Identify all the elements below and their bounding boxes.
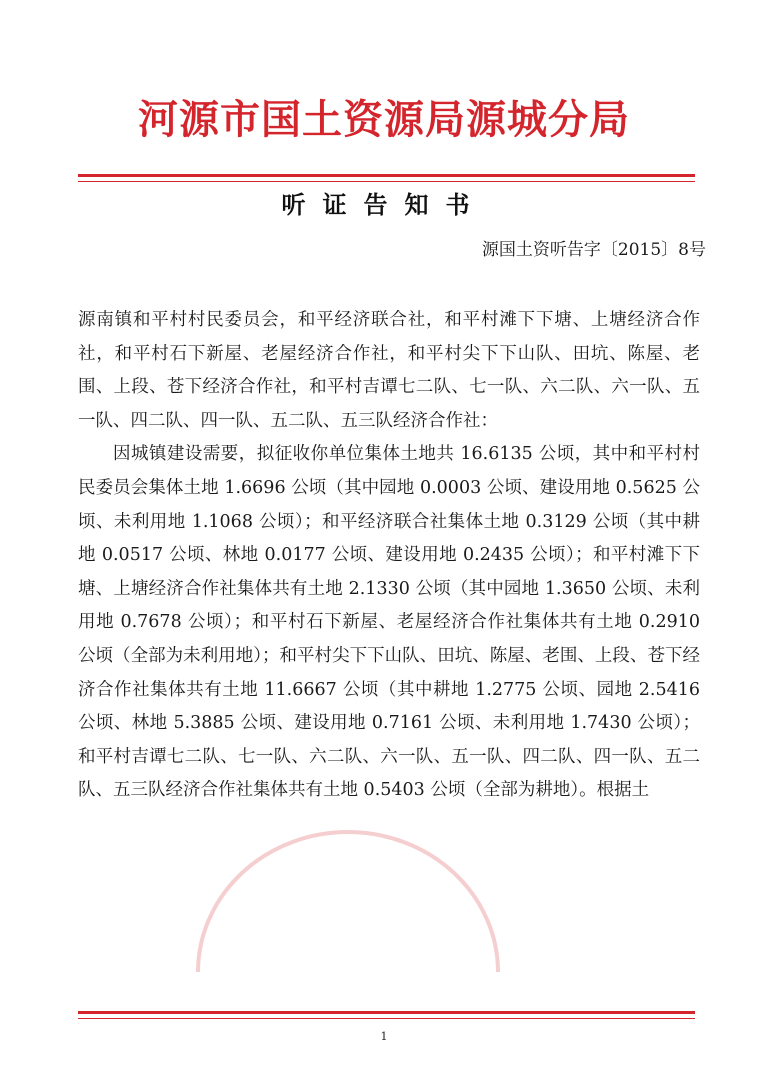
organization-header: 河源市国土资源局源城分局 <box>138 96 630 143</box>
document-body <box>78 304 700 808</box>
footer-divider-thick <box>78 1011 695 1014</box>
page-number: 1 <box>380 1030 388 1043</box>
document-number: 源国土资听告字〔2015〕8号 <box>481 240 706 260</box>
header-divider-thick <box>78 174 695 177</box>
document-title: 听证告知书 <box>281 191 487 219</box>
header-divider-thin <box>78 181 695 182</box>
official-seal-watermark <box>178 822 518 972</box>
footer-divider-thin <box>78 1018 695 1019</box>
main-paragraph: 因城镇建设需要，拟征收你单位集体土地共 16.6135 公顷，其中和平村村民委员会集体土地 1.6696 公顷（其中园地 0.0003 公顷、建设用地 0.5625 公顷、未利用地 1.1068 公顷）；和平经济联合社集体土地 0.3129 公顷（其中耕地 0.0517 公顷、林地 0.0177 公顷、建设用地 0.2435 公顷）；和平村滩下下塘、上塘经济合作社集体共有土地 2.1330 公顷（其中园地 1.3650 公顷、未利用地 0.7678 公顷）；和平村石下新屋、老屋经济合作社集体共有土地 0.2910 公顷（全部为未利用地）；和平村尖下下山队、田坑、陈屋、老围、上段、苍下经济合作社集体共有土地 11.6667 公顷（其中耕地 1.2775 公顷、园地 2.5416 公顷、林地 5.3885 公顷、建设用地 0.7161 公顷、未利用地 1.7430 公顷）；和平村吉谭七二队、七一队、六二队、六一队、五一队、四二队、四一队、五二队、五三队经济合作社集体共有土地 0.5403 公顷（全部为耕地）。根据土 <box>78 444 700 801</box>
recipient-paragraph: 源南镇和平村村民委员会，和平经济联合社，和平村滩下下塘、上塘经济合作社，和平村石下新屋、老屋经济合作社，和平村尖下下山队、田坑、陈屋、老围、上段、苍下经济合作社，和平村吉谭七二队、七一队、六二队、六一队、五一队、四二队、四一队、五二队、五三队经济合作社： <box>78 310 700 431</box>
